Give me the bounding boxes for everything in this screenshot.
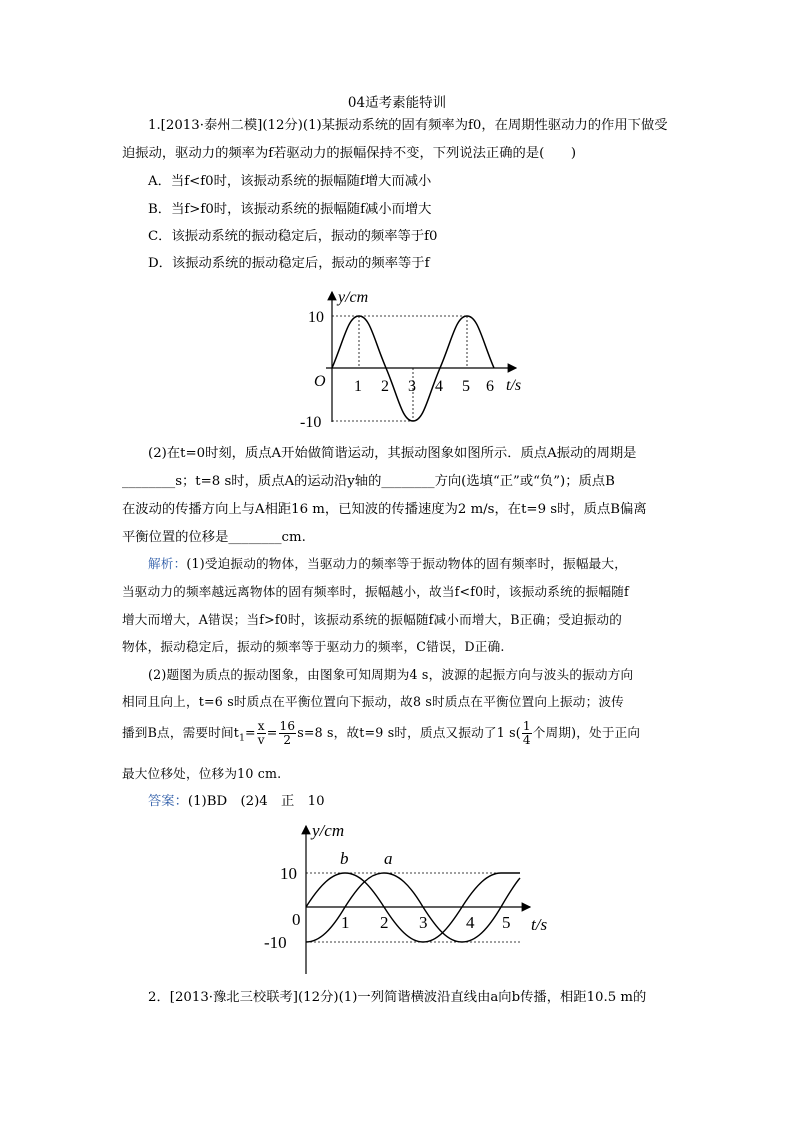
q1-stem-line2: 迫振动，驱动力的频率为f若驱动力的振幅保持不变，下列说法正确的是( ) — [122, 146, 577, 161]
solution2-line3-b: s=8 s，故t=9 s时，质点又振动了1 s( — [297, 725, 521, 740]
x-tick-5: 5 — [462, 378, 470, 395]
x-tick-1: 1 — [341, 913, 350, 932]
origin-label: O — [314, 373, 326, 390]
y-tick-10: 10 — [280, 864, 297, 883]
solution2-line3-a: 播到B点，需要时间t — [122, 725, 240, 740]
solution-line3: 增大而增大，A错误；当f>f0时，该振动系统的振幅随f减小而增大，B正确；受迫振动的 — [122, 612, 623, 627]
q1-part2-line3: 在波动的传播方向上与A相距16 m，已知波的传播速度为2 m/s，在t=9 s时，质点B偏离 — [122, 502, 647, 517]
page-title: 04适考素能特训 — [347, 95, 447, 111]
solution2-line3 — [122, 718, 640, 754]
x-axis-label: t/s — [531, 915, 548, 934]
q1-option-b: B．当f>f0时，该振动系统的振幅随f减小而增大 — [148, 202, 432, 217]
y-tick-10: 10 — [308, 309, 324, 326]
x-tick-4: 4 — [466, 913, 475, 932]
two-point-vibration-figure — [258, 818, 558, 978]
q1-part2-line2: ________s；t=8 s时，质点A的运动沿y轴的________方向(选填“正”或“负”)；质点B — [122, 474, 615, 489]
solution-label: 解析： — [148, 556, 187, 571]
x-tick-4: 4 — [435, 378, 443, 395]
answer-text: (1)BD (2)4 正 10 — [187, 794, 325, 809]
q1-part2-line4: 平衡位置的位移是________cm. — [122, 530, 306, 545]
curve-b-label: b — [340, 849, 349, 868]
x-tick-2: 2 — [380, 913, 389, 932]
solution1-text-1: (1)受迫振动的物体，当驱动力的频率等于振动物体的固有频率时，振幅最大， — [186, 556, 628, 571]
solution2-line1: (2)题图为质点的振动图象，由图象可知周期为4 s，波源的起振方向与波头的振动方向 — [148, 667, 634, 682]
q1-option-c: C．该振动系统的振动稳定后，振动的频率等于f0 — [148, 229, 438, 244]
q1-part2-line1: (2)在t=0时刻，质点A开始做简谐运动，其振动图象如图所示．质点A振动的周期是 — [148, 446, 637, 461]
solution2-sub: 1 — [239, 733, 246, 744]
solution2-line4: 最大位移处，位移为10 cm. — [122, 766, 282, 781]
x-tick-6: 6 — [486, 378, 494, 395]
fraction-1-over-4: $\frac{1}{4}$ — [522, 719, 531, 747]
x-tick-1: 1 — [354, 378, 362, 395]
q1-option-d: D．该振动系统的振动稳定后，振动的频率等于f — [148, 256, 430, 271]
fraction-16-over-2: $\frac{16}{2}$ — [279, 719, 296, 747]
solution-line2: 当驱动力的频率越远离物体的固有频率时，振幅越小，故当f<f0时，该振动系统的振幅随f — [122, 584, 629, 599]
x-tick-3: 3 — [419, 913, 428, 932]
x-axis-label: t/s — [506, 377, 522, 394]
y-tick-minus-10: -10 — [264, 933, 287, 952]
x-tick-5: 5 — [502, 913, 511, 932]
curve-a-label: a — [384, 849, 393, 868]
solution2-line3-c: 个周期)，处于正向 — [532, 725, 641, 740]
q1-option-a: A．当f<f0时，该振动系统的振幅随f增大而减小 — [148, 174, 432, 189]
answer-line — [148, 794, 325, 810]
solution-line4: 物体，振动稳定后，振动的频率等于驱动力的频率，C错误，D正确. — [122, 639, 505, 654]
q1-stem-line1: 1.[2013·泰州二模](12分)(1)某振动系统的固有频率为f0，在周期性驱动力的作用下做受 — [148, 118, 668, 133]
solution2-eq1: = — [245, 725, 256, 740]
y-tick-minus-10: -10 — [300, 414, 322, 430]
solution-line1 — [148, 556, 627, 572]
x-tick-3: 3 — [408, 378, 416, 395]
y-axis-label: y/cm — [338, 289, 369, 306]
y-axis-label: y/cm — [312, 821, 345, 840]
solution2-eq2: = — [266, 725, 278, 740]
vibration-graph-figure — [296, 280, 546, 430]
x-tick-2: 2 — [381, 378, 389, 395]
answer-label: 答案： — [148, 794, 188, 809]
solution2-line2: 相同且向上，t=6 s时质点在平衡位置向下振动，故8 s时质点在平衡位置向上振动；波传 — [122, 694, 624, 709]
origin-label: 0 — [292, 910, 301, 929]
q2-stem-line1: 2．[2013·豫北三校联考](12分)(1)一列简谐横波沿直线由a向b传播，相距10.5 m的 — [148, 990, 647, 1005]
fraction-x-over-v: $\frac{x}{v}$ — [257, 719, 265, 747]
